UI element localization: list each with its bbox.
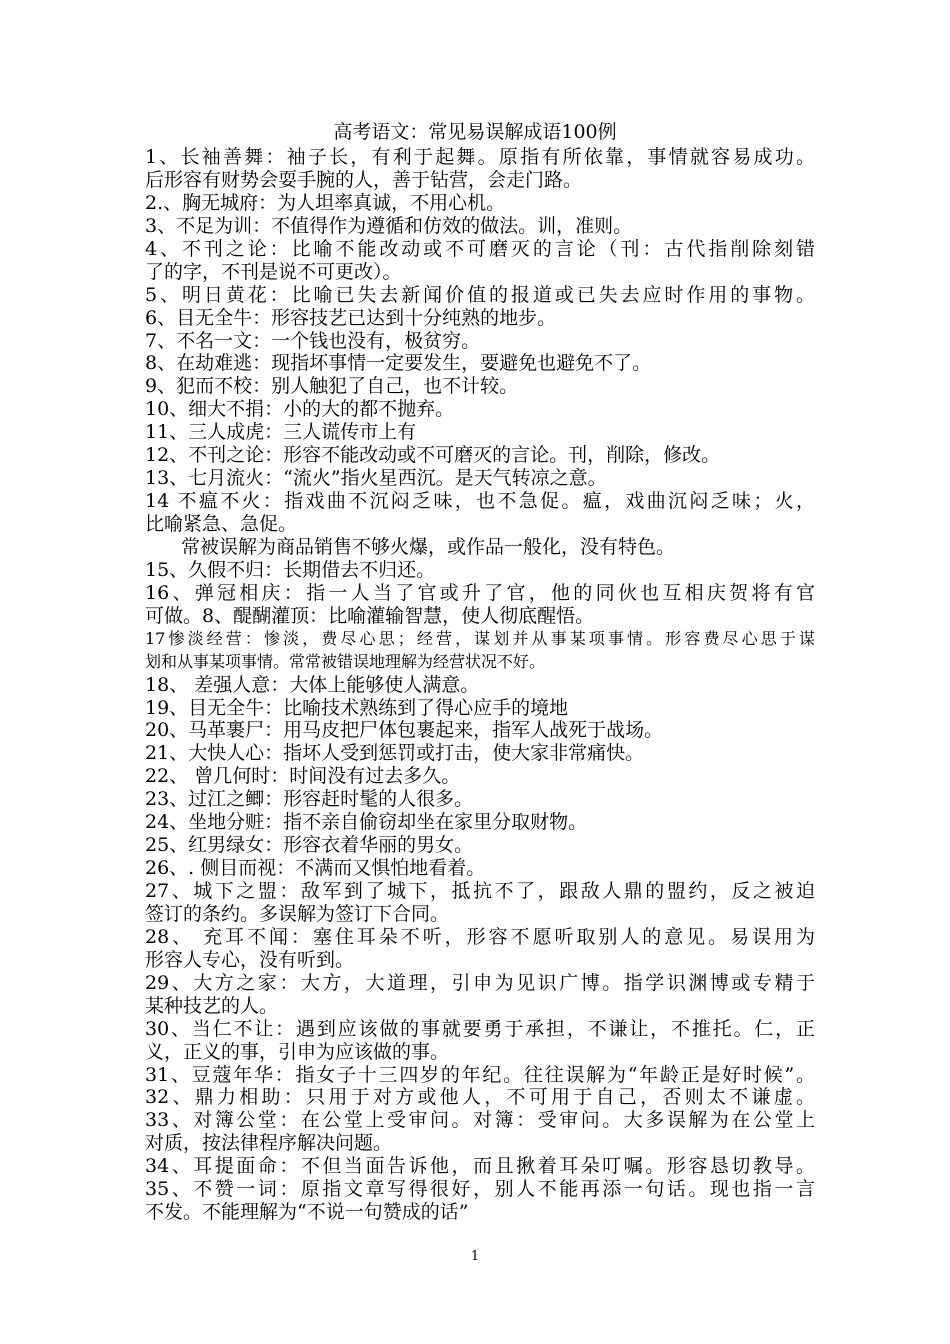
text-line: 29、大方之家：大方，大道理，引申为见识广博。指学识渊博或专精于 (145, 971, 815, 994)
text-line: 后形容有财势会耍手腕的人，善于钻营，会走门路。 (145, 168, 583, 191)
text-line: 10、细大不捐：小的大的都不抛弃。 (145, 398, 455, 421)
text-line: 1、长袖善舞：袖子长，有利于起舞。原指有所依靠，事情就容易成功。 (145, 146, 815, 168)
text-line: 签订的条约。多误解为签订下合同。 (145, 902, 450, 925)
text-line: 划和从事某项事情。常常被错误地理解为经营状况不好。 (145, 651, 546, 671)
text-line: 形容人专心，没有听到。 (145, 948, 355, 971)
page-title: 高考语文：常见易误解成语100例 (333, 121, 617, 143)
text-line: 33、对簿公堂：在公堂上受审问。对簿：受审问。大多误解为在公堂上 (145, 1109, 815, 1132)
text-line: 24、坐地分赃：指不亲自偷窃却坐在家里分取财物。 (145, 811, 588, 834)
text-line: 义，正义的事，引申为应该做的事。 (145, 1040, 450, 1063)
text-line: 可做。8、醍醐灌顶：比喻灌输智慧，使人彻底醒悟。 (145, 604, 595, 627)
text-line: 23、过江之鲫：形容赶时髦的人很多。 (145, 788, 474, 811)
text-line: 19、目无全牛：比喻技术熟练到了得心应手的境地 (145, 696, 569, 719)
page-number: 1 (470, 1249, 480, 1264)
text-line: 比喻紧急、急促。 (145, 513, 298, 535)
text-line: 26、. 侧目而视：不满而又惧怕地看着。 (145, 857, 486, 880)
text-line: 了的字，不刊是说不可更改）。 (145, 260, 402, 283)
text-line: 常被误解为商品销售不够火爆，或作品一般化，没有特色。 (181, 535, 676, 558)
text-line: 4、不刊之论：比喻不能改动或不可磨灭的言论（刊：古代指削除刻错 (145, 237, 815, 260)
text-line: 5、明日黄花：比喻已失去新闻价值的报道或已失去应时作用的事物。 (145, 283, 815, 306)
text-line: 28、 充耳不闻：塞住耳朵不听，形容不愿听取别人的意见。易误用为 (145, 925, 815, 948)
text-line: 35、不赞一词：原指文章写得很好，别人不能再添一句话。现也指一言 (145, 1178, 815, 1201)
text-line: 25、红男绿女：形容衣着华丽的男女。 (145, 834, 474, 857)
text-line: 对质，按法律程序解决问题。 (145, 1132, 393, 1155)
text-line: 18、 差强人意：大体上能够使人满意。 (145, 673, 480, 696)
text-line: 34、耳提面命：不但当面告诉他，而且揪着耳朵叮嘱。形容恳切教导。 (145, 1155, 815, 1178)
text-line: 15、久假不归：长期借去不归还。 (145, 558, 436, 581)
text-line: 某种技艺的人。 (145, 994, 279, 1017)
text-line: 17惨淡经营：惨淡，费尽心思；经营，谋划并从事某项事情。形容费尽心思于谋 (145, 628, 815, 648)
text-line: 30、当仁不让：遇到应该做的事就要勇于承担，不谦让，不推托。仁，正 (145, 1017, 815, 1040)
text-line: 20、马革裹尸：用马皮把尸体包裹起来，指军人战死于战场。 (145, 719, 664, 742)
document-body (145, 146, 815, 1224)
text-line: 27、城下之盟：敌军到了城下，抵抗不了，跟敌人鼎的盟约，反之被迫 (145, 880, 815, 902)
text-line: 14 不瘟不火：指戏曲不沉闷乏味，也不急促。瘟，戏曲沉闷乏味；火， (145, 490, 815, 513)
text-line: 31、豆蔻年华：指女子十三四岁的年纪。往往误解为“年龄正是好时候”。 (145, 1063, 815, 1086)
text-line: 9、犯而不校：别人触犯了自己，也不计较。 (145, 375, 519, 398)
text-line: 13、七月流火：“流火”指火星西沉。是天气转凉之意。 (145, 467, 607, 490)
text-line: 16、弹冠相庆：指一人当了官或升了官，他的同伙也互相庆贺将有官 (145, 581, 815, 604)
text-line: 21、大快人心：指坏人受到惩罚或打击，使大家非常痛快。 (145, 742, 645, 765)
text-line: 6、目无全牛：形容技艺已达到十分纯熟的地步。 (145, 306, 557, 329)
text-line: 2.、胸无城府：为人坦率真诚，不用心机。 (145, 191, 506, 214)
text-line: 32、鼎力相助：只用于对方或他人，不可用于自己，否则太不谦虚。 (145, 1086, 815, 1109)
text-line: 11、三人成虎：三人谎传市上有 (145, 421, 417, 444)
text-line: 3、不足为训：不值得作为遵循和仿效的做法。训，准则。 (145, 214, 633, 237)
text-line: 22、 曾几何时：时间没有过去多久。 (145, 765, 461, 788)
text-line: 不发。不能理解为“不说一句赞成的话” (145, 1201, 469, 1224)
text-line: 8、在劫难逃：现指坏事情一定要发生，要避免也避免不了。 (145, 352, 652, 375)
text-line: 12、不刊之论：形容不能改动或不可磨灭的言论。刊，削除，修改。 (145, 444, 721, 467)
text-line: 7、不名一文：一个钱也没有，极贫穷。 (145, 329, 481, 352)
